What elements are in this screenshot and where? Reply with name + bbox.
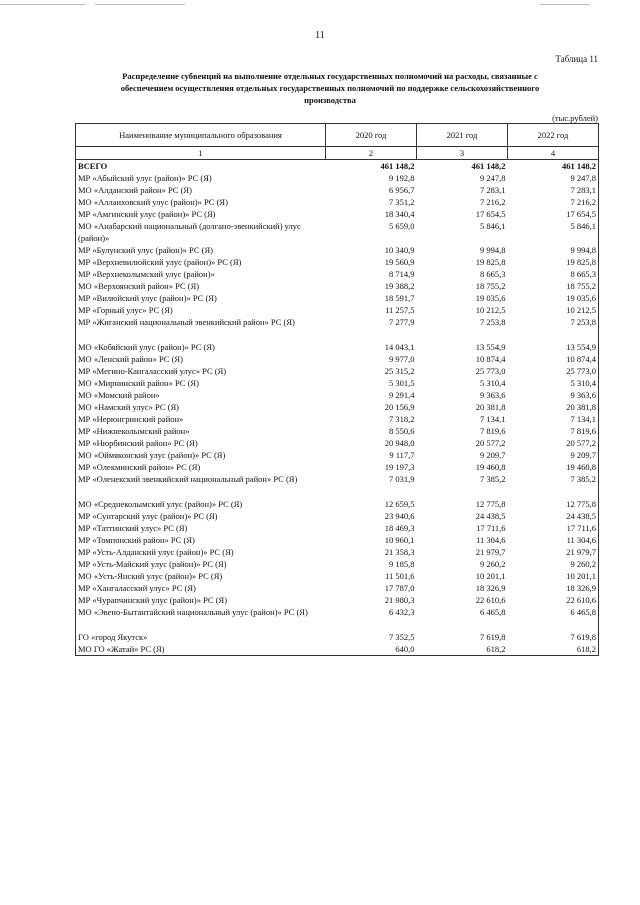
value-2020: 461 148,2	[326, 160, 417, 173]
row-name: МР «Сунтарский улус (район)» РС (Я)	[76, 510, 326, 522]
row-name: МР «Чурапчинский улус (район)» РС (Я)	[76, 594, 326, 606]
table-row	[76, 184, 599, 196]
table-row	[76, 208, 599, 220]
value-2020: 8 714,9	[389, 269, 415, 279]
value-2020: 6 956,7	[389, 185, 415, 195]
column-index-row	[76, 147, 599, 160]
table-row	[76, 570, 599, 582]
row-name: МР «Нерюнгринский район»	[76, 413, 326, 425]
row-name: МР «Булунский улус (район)» РС (Я)	[76, 244, 326, 256]
value-2022: 5 846,1	[508, 220, 599, 244]
subsidy-table	[75, 123, 599, 656]
value-2021: 9 260,2	[480, 559, 506, 569]
value-2020: 7 318,2	[389, 414, 415, 424]
document-title: Распределение субвенций на выполнение отдельных государственных полномочий на расходы, связанные с обеспечением осуществления отдельных государственных полномочий по поддержке сельскохозяйственного производства	[120, 71, 540, 105]
table-row	[76, 413, 599, 425]
spacer-cell	[417, 328, 508, 341]
row-name: МО «Мирнинский район» РС (Я)	[76, 377, 326, 389]
value-2020: 14 043,1	[384, 342, 415, 352]
spacer-cell	[76, 328, 326, 341]
row-name: МО «Усть-Янский улус (район)» РС (Я)	[76, 570, 326, 582]
spacer-cell	[326, 485, 417, 498]
value-2020: 9 192,8	[389, 173, 415, 183]
value-2020: 25 315,2	[384, 366, 415, 376]
total-row	[76, 160, 599, 173]
value-2022: 7 819,6	[508, 425, 599, 437]
value-2022: 461 148,2	[508, 160, 599, 173]
value-2021: 19 460,8	[475, 462, 506, 472]
table-row	[76, 377, 599, 389]
row-name: МР «Верхневилюйский улус (район)» РС (Я)	[76, 256, 326, 268]
value-2020: 6 432,3	[389, 607, 415, 617]
value-2020: 9 185,8	[389, 559, 415, 569]
value-2022: 6 465,8	[508, 606, 599, 618]
row-name: МР «Олекминский район» РС (Я)	[76, 461, 326, 473]
table-row	[76, 582, 599, 594]
value-2022: 9 363,6	[508, 389, 599, 401]
value-2021: 7 819,6	[480, 426, 506, 436]
value-2020: 5 659,0	[389, 221, 415, 231]
spacer-row	[76, 618, 599, 631]
value-2022: 21 979,7	[508, 546, 599, 558]
row-name: МО «Верхоянский район» РС (Я)	[76, 280, 326, 292]
row-name: МО «Алданский район» РС (Я)	[76, 184, 326, 196]
table-row	[76, 461, 599, 473]
row-name: МР «Таттинский улус» РС (Я)	[76, 522, 326, 534]
value-2020: 9 117,7	[389, 450, 415, 460]
value-2022: 9 209,7	[508, 449, 599, 461]
value-2021: 8 665,3	[480, 269, 506, 279]
value-2020: 8 550,6	[389, 426, 415, 436]
value-2022: 19 825,8	[508, 256, 599, 268]
value-2022: 13 554,9	[508, 341, 599, 353]
value-2020: 7 031,9	[389, 474, 415, 484]
value-2020: 23 940,6	[384, 511, 415, 521]
value-2022: 18 755,2	[508, 280, 599, 292]
value-2022: 12 775,8	[508, 498, 599, 510]
table-row	[76, 643, 599, 656]
column-index: 4	[508, 147, 599, 160]
value-2022: 11 304,6	[508, 534, 599, 546]
column-index: 1	[76, 147, 326, 160]
table-row	[76, 304, 599, 316]
value-2022: 618,2	[508, 643, 599, 656]
row-name: МР «Верхнеколымский улус (район)»	[76, 268, 326, 280]
value-2021: 20 577,2	[475, 438, 506, 448]
table-row	[76, 522, 599, 534]
value-2021: 9 363,6	[480, 390, 506, 400]
row-name: МР «Томпонский район» РС (Я)	[76, 534, 326, 546]
table-header-row	[76, 124, 599, 147]
value-2022: 20 577,2	[508, 437, 599, 449]
value-2021: 5 846,1	[480, 221, 506, 231]
table-label: Таблица 11	[555, 54, 598, 64]
table-row	[76, 244, 599, 256]
spacer-cell	[76, 485, 326, 498]
value-2021: 24 438,5	[475, 511, 506, 521]
value-2021: 10 201,1	[475, 571, 506, 581]
spacer-cell	[508, 618, 599, 631]
value-2021: 11 304,6	[476, 535, 506, 545]
value-2022: 10 212,5	[508, 304, 599, 316]
column-index: 3	[417, 147, 508, 160]
value-2021: 19 035,6	[475, 293, 506, 303]
value-2020: 11 501,6	[385, 571, 415, 581]
value-2022: 17 711,6	[508, 522, 599, 534]
row-name: МО «Среднеколымский улус (район)» РС (Я)	[76, 498, 326, 510]
table-row	[76, 172, 599, 184]
row-name: МР «Абыйский улус (район)» РС (Я)	[76, 172, 326, 184]
spacer-cell	[508, 485, 599, 498]
table-row	[76, 196, 599, 208]
table-row	[76, 292, 599, 304]
value-2021: 21 979,7	[475, 547, 506, 557]
value-2021: 9 247,8	[480, 173, 506, 183]
row-name: ВСЕГО	[76, 160, 326, 173]
page-number: 11	[315, 30, 325, 41]
table-row	[76, 498, 599, 510]
value-2021: 7 619,8	[480, 632, 506, 642]
table-row	[76, 425, 599, 437]
value-2020: 21 358,3	[384, 547, 415, 557]
row-name: МО ГО «Жатай» РС (Я)	[76, 643, 326, 656]
value-2021: 9 994,8	[480, 245, 506, 255]
value-2022: 7 134,1	[508, 413, 599, 425]
spacer-row	[76, 485, 599, 498]
row-name: МР «Усть-Алданский улус (район)» РС (Я)	[76, 546, 326, 558]
header-name: Наименование муниципального образования	[76, 124, 326, 147]
row-name: МР «Амгинский улус (район)» РС (Я)	[76, 208, 326, 220]
value-2022: 20 381,8	[508, 401, 599, 413]
header-2020: 2020 год	[326, 124, 417, 147]
table-row	[76, 256, 599, 268]
table-row	[76, 437, 599, 449]
value-2021: 19 825,8	[475, 257, 506, 267]
value-2021: 461 148,2	[417, 160, 508, 173]
value-2022: 7 283,1	[508, 184, 599, 196]
value-2022: 8 665,3	[508, 268, 599, 280]
value-2021: 7 283,1	[480, 185, 506, 195]
value-2020: 7 277,9	[389, 317, 415, 327]
value-2021: 12 775,8	[475, 499, 506, 509]
table-row	[76, 449, 599, 461]
spacer-cell	[76, 618, 326, 631]
value-2021: 7 385,2	[480, 474, 506, 484]
value-2022: 9 260,2	[508, 558, 599, 570]
value-2021: 17 654,5	[475, 209, 506, 219]
table-row	[76, 534, 599, 546]
value-2022: 25 773,0	[508, 365, 599, 377]
table-row	[76, 510, 599, 522]
table-row	[76, 268, 599, 280]
value-2020: 11 257,5	[385, 305, 415, 315]
value-2022: 9 994,8	[508, 244, 599, 256]
table-row	[76, 546, 599, 558]
table-row	[76, 558, 599, 570]
value-2020: 10 340,9	[384, 245, 415, 255]
value-2020: 7 352,5	[389, 632, 415, 642]
value-2020: 7 351,2	[389, 197, 415, 207]
table-body	[76, 160, 599, 656]
spacer-cell	[417, 485, 508, 498]
value-2022: 10 201,1	[508, 570, 599, 582]
row-name: МО «Момский район»	[76, 389, 326, 401]
table-row	[76, 606, 599, 618]
value-2020: 20 156,9	[384, 402, 415, 412]
value-2020: 18 469,3	[384, 523, 415, 533]
spacer-cell	[326, 328, 417, 341]
units-label: (тыс.рублей)	[552, 113, 598, 123]
value-2021: 20 381,8	[475, 402, 506, 412]
value-2021: 13 554,9	[475, 342, 506, 352]
row-name: МР «Оленекский эвенкийский национальный район» РС (Я)	[76, 473, 326, 485]
row-name: МР «Хангаласский улус» РС (Я)	[76, 582, 326, 594]
row-name: МО «Ленский район» РС (Я)	[76, 353, 326, 365]
row-name: МР «Жиганский национальный эвенкийский район» РС (Я)	[76, 316, 326, 328]
value-2021: 18 326,9	[475, 583, 506, 593]
row-name: МР «Вилюйский улус (район)» РС (Я)	[76, 292, 326, 304]
value-2022: 9 247,8	[508, 172, 599, 184]
value-2020: 18 340,4	[384, 209, 415, 219]
row-name: МО «Эвено-Бытантайский национальный улус (район)» РС (Я)	[76, 606, 326, 618]
value-2020: 21 980,3	[384, 595, 415, 605]
value-2020: 9 291,4	[389, 390, 415, 400]
value-2020: 10 960,1	[384, 535, 415, 545]
table-row	[76, 341, 599, 353]
spacer-cell	[326, 618, 417, 631]
spacer-row	[76, 328, 599, 341]
value-2020: 9 977,0	[389, 354, 415, 364]
value-2021: 10 212,5	[475, 305, 506, 315]
value-2020: 17 787,0	[384, 583, 415, 593]
value-2021: 7 216,2	[480, 197, 506, 207]
row-name: МР «Усть-Майский улус (район)» РС (Я)	[76, 558, 326, 570]
value-2020: 18 591,7	[384, 293, 415, 303]
row-name: МР «Нюрбинский район» РС (Я)	[76, 437, 326, 449]
value-2021: 25 773,0	[475, 366, 506, 376]
row-name: МР «Нижнеколымский район»	[76, 425, 326, 437]
row-name: ГО «город Якутск»	[76, 631, 326, 643]
value-2021: 5 310,4	[480, 378, 506, 388]
scan-artifact-line	[95, 4, 185, 5]
value-2021: 18 755,2	[475, 281, 506, 291]
value-2022: 7 253,8	[508, 316, 599, 328]
table-row	[76, 365, 599, 377]
value-2021: 10 874,4	[475, 354, 506, 364]
row-name: МО «Кобяйский улус (район)» РС (Я)	[76, 341, 326, 353]
value-2020: 19 197,3	[384, 462, 415, 472]
scan-artifact-line	[0, 4, 85, 5]
table-row	[76, 473, 599, 485]
table-row	[76, 594, 599, 606]
value-2022: 7 216,2	[508, 196, 599, 208]
header-2022: 2022 год	[508, 124, 599, 147]
spacer-cell	[417, 618, 508, 631]
value-2022: 18 326,9	[508, 582, 599, 594]
header-2021: 2021 год	[417, 124, 508, 147]
value-2020: 12 659,5	[384, 499, 415, 509]
value-2020: 19 560,9	[384, 257, 415, 267]
value-2022: 17 654,5	[508, 208, 599, 220]
value-2022: 19 460,8	[508, 461, 599, 473]
table-row	[76, 220, 599, 244]
value-2020: 20 948,0	[384, 438, 415, 448]
row-name: МО «Намский улус» РС (Я)	[76, 401, 326, 413]
value-2022: 7 385,2	[508, 473, 599, 485]
table-row	[76, 401, 599, 413]
value-2021: 7 253,8	[480, 317, 506, 327]
table-row	[76, 316, 599, 328]
value-2022: 19 035,6	[508, 292, 599, 304]
row-name: МО «Аллаиховский улус (район)» РС (Я)	[76, 196, 326, 208]
table-row	[76, 280, 599, 292]
value-2021: 7 134,1	[480, 414, 506, 424]
value-2021: 22 610,6	[475, 595, 506, 605]
table-row	[76, 353, 599, 365]
scan-artifact-line	[540, 4, 590, 5]
row-name: МР «Мегино-Кангаласский улус» РС (Я)	[76, 365, 326, 377]
value-2022: 22 610,6	[508, 594, 599, 606]
value-2021: 6 465,8	[480, 607, 506, 617]
row-name: МО «Анабарский национальный (долгано-эвенкийский) улус (район)»	[76, 220, 326, 244]
row-name: МР «Горный улус» РС (Я)	[76, 304, 326, 316]
value-2022: 10 874,4	[508, 353, 599, 365]
value-2022: 24 438,5	[508, 510, 599, 522]
value-2021: 618,2	[417, 643, 508, 656]
column-index: 2	[326, 147, 417, 160]
row-name: МО «Оймяконский улус (район)» РС (Я)	[76, 449, 326, 461]
value-2020: 5 301,5	[389, 378, 415, 388]
value-2021: 9 209,7	[480, 450, 506, 460]
value-2022: 7 619,8	[508, 631, 599, 643]
table-row	[76, 389, 599, 401]
value-2021: 17 711,6	[476, 523, 506, 533]
value-2020: 640,0	[326, 643, 417, 656]
value-2020: 19 388,2	[384, 281, 415, 291]
value-2022: 5 310,4	[508, 377, 599, 389]
spacer-cell	[508, 328, 599, 341]
table-row	[76, 631, 599, 643]
